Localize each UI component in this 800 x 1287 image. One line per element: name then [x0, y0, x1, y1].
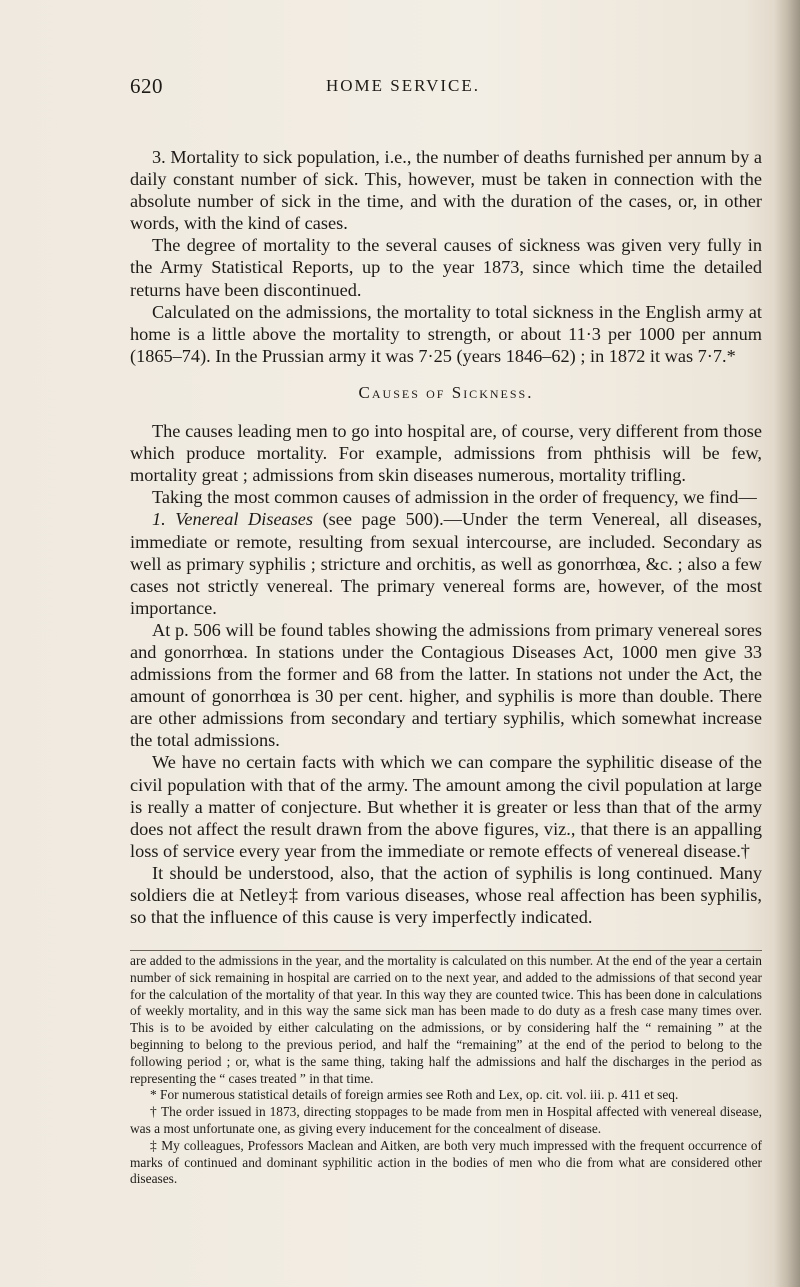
venereal-diseases-text: (see page 500).—Under the term Venereal, all diseases, immediate or remote, resulting from sexual intercourse, are included. Secondary as well as primary syphilis ; stricture and orchitis, as well as gonorrhœa, &c. ; also a few cases not strictly venereal. The primary venereal forms are, however, of the most importance.: [130, 509, 763, 618]
paragraph-degree-of-mortality: The degree of mortality to the several causes of sickness was given very fully in the Army Statistical Reports, up to the year 1873, since which time the detailed returns have been discontinued.: [130, 235, 762, 300]
venereal-diseases-heading: 1. Venereal Diseases: [152, 509, 314, 530]
footnote-star: * For numerous statistical details of foreign armies see Roth and Lex, op. cit. vol. iii. p. 411 et seq.: [150, 1087, 679, 1103]
paragraph-tables-at-p506: At p. 506 will be found tables showing the admissions from primary venereal sores and gonorrhœa. In stations under the Contagious Diseases Act, 1000 men give 33 admissions from the former and 68 from the latter. In stations not under the Act, the amount of gonorrhœa is 30 per cent. higher, and syphilis is more than double. There are other admissions from secondary and tertiary syphilis, which somewhat increase the total admissions.: [130, 619, 762, 751]
footnotes: [130, 953, 762, 1188]
section-heading: Causes of Sickness.: [358, 382, 534, 402]
paragraph-syphilis-long-continued: It should be understood, also, that the action of syphilis is long continued. Many soldiers die at Netley‡ from various diseases, whose real affection has been syphilis, so that the influence of this cause is very imperfectly indicated.: [130, 862, 762, 928]
footnote-dagger: † The order issued in 1873, directing stoppages to be made from men in Hospital affected with venereal disease, was a most unfortunate one, as giving every inducement for the concealment of disease.: [130, 1104, 762, 1136]
page-edge-shadow: [774, 0, 800, 1287]
paragraph-venereal-diseases: [130, 508, 762, 618]
page-header: [130, 74, 770, 104]
paragraph-civil-population: We have no certain facts with which we can compare the syphilitic disease of the civil population with that of the army. The amount among the civil population at large is really a matter of conjecture. But whether it is greater or less than that of the army does not affect the result drawn from the above figures, viz., that there is an appalling loss of service every year from the immediate or remote effects of venereal disease.†: [130, 752, 762, 861]
paragraph-taking-common-causes: Taking the most common causes of admission in the order of frequency, we find—: [152, 487, 757, 508]
running-head: HOME SERVICE.: [326, 76, 481, 95]
footnote-continuation: are added to the admissions in the year, and the mortality is calculated on this number. At the end of the year a certain number of sick remaining in hospital are carried on to the next year, and added to the admissions of that second year for the calculation of the mortality of that year. In this way they are counted twice. This has been done in calculations of weekly mortality, and in this way the same sick man has been made to do duty as a fresh case many times over. This is to be avoided by either calculating on the admissions, or by considering half the “ remaining ” at the beginning to belong to the previous period, and half the “remaining” at the end of the period to belong to the following period ; or, what is the same thing, taking half the admissions and half the discharges in the period as representing the “ cases treated ” in that time.: [130, 953, 762, 1086]
footnote-double-dagger: ‡ My colleagues, Professors Maclean and Aitken, are both very much impressed with the frequent occurrence of marks of continued and dominant syphilitic action in the bodies of men who die from what are considered other diseases.: [130, 1137, 762, 1187]
page-number: 620: [130, 74, 163, 98]
paragraph-causes-leading: The causes leading men to go into hospital are, of course, very different from those which produce mortality. For example, admissions from phthisis will be few, mortality great ; admissions from skin diseases numerous, mortality trifling.: [130, 421, 762, 486]
paragraph-calculated-on-admissions: Calculated on the admissions, the mortality to total sickness in the English army at home is a little above the mortality to strength, or about 11·3 per 1000 per annum (1865–74). In the Prussian army it was 7·25 (years 1846–62) ; in 1872 it was 7·7.*: [130, 301, 762, 366]
body-text: [130, 146, 762, 928]
footnote-rule: [130, 950, 762, 951]
paragraph-mortality-to-sick: 3. Mortality to sick population, i.e., the number of deaths furnished per annum by a daily constant number of sick. This, however, must be taken in connection with the absolute number of sick in the time, and with the duration of the cases, or, in other words, with the kind of cases.: [130, 147, 762, 234]
